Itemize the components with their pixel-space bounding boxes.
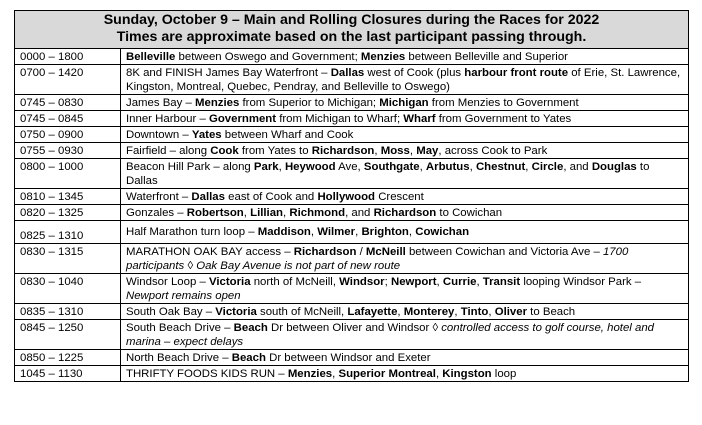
- street-name: Richardson: [373, 207, 437, 219]
- closure-description-cell: [121, 221, 689, 244]
- description-text: ,: [476, 276, 483, 288]
- closure-time-cell: 0850 – 1225: [15, 350, 121, 366]
- description-text: Dr between Windsor and Exeter: [265, 352, 431, 364]
- description-text: Windsor Loop –: [126, 276, 209, 288]
- closure-description-cell: [121, 274, 689, 304]
- description-text: Dr between Oliver and Windsor ◊: [267, 322, 442, 334]
- closure-time-cell: 0820 – 1325: [15, 205, 121, 221]
- description-text: between Wharf and Cook: [221, 129, 354, 141]
- table-row: [15, 65, 689, 95]
- description-text: ,: [419, 161, 426, 173]
- description-text: to Dallas: [126, 161, 653, 187]
- table-row: [15, 189, 689, 205]
- closure-time-cell: 0800 – 1000: [15, 159, 121, 189]
- table-row: [15, 143, 689, 159]
- description-text: , and: [345, 207, 374, 219]
- table-header-row: [15, 11, 689, 49]
- street-name: Moss: [380, 145, 410, 157]
- description-text: ,: [525, 161, 532, 173]
- closure-description-cell: [121, 366, 689, 382]
- description-text: loop: [491, 368, 517, 380]
- street-name: Menzies: [287, 368, 333, 380]
- closure-time-cell: 0835 – 1310: [15, 304, 121, 320]
- closure-description-cell: [121, 205, 689, 221]
- description-text: , across Cook to Park: [438, 145, 548, 157]
- table-row: [15, 127, 689, 143]
- description-text: ,: [397, 306, 404, 318]
- street-name: Victoria: [215, 306, 257, 318]
- street-name: Menzies: [195, 97, 240, 109]
- street-name: Beach: [231, 352, 266, 364]
- street-name: Robertson: [186, 207, 244, 219]
- closure-time-cell: 0830 – 1315: [15, 244, 121, 274]
- street-name: Superior Montreal: [338, 368, 436, 380]
- description-text: looping Windsor Park –: [520, 276, 645, 288]
- description-text: ,: [283, 207, 290, 219]
- street-name: Richardson: [311, 145, 375, 157]
- street-name: Beach: [233, 322, 268, 334]
- description-text: /: [356, 246, 366, 258]
- description-text: North Beach Drive –: [126, 352, 232, 364]
- description-text: ,: [408, 226, 416, 238]
- description-text: Gonzales –: [126, 207, 187, 219]
- street-name: Monterey: [403, 306, 455, 318]
- street-name: Michigan: [379, 97, 429, 109]
- street-name: Arbutus: [425, 161, 470, 173]
- closure-description-cell: [121, 95, 689, 111]
- closures-document: [14, 10, 688, 382]
- description-text: north of McNeill,: [250, 276, 340, 288]
- closure-time-cell: 0755 – 0930: [15, 143, 121, 159]
- closure-description-cell: [121, 111, 689, 127]
- description-text: ,: [374, 145, 381, 157]
- street-name: Transit: [482, 276, 521, 288]
- street-name: Yates: [191, 129, 222, 141]
- description-text: South Oak Bay –: [126, 306, 216, 318]
- closure-description-cell: [121, 143, 689, 159]
- description-text: MARATHON OAK BAY access –: [126, 246, 294, 258]
- description-text: south of McNeill,: [256, 306, 348, 318]
- description-text: from Government to Yates: [435, 113, 572, 125]
- description-text: between Cowichan and Victoria Ave –: [405, 246, 603, 258]
- street-name: Cook: [210, 145, 239, 157]
- closure-description-cell: [121, 320, 689, 350]
- street-name: Tinto: [460, 306, 489, 318]
- street-name: Douglas: [591, 161, 637, 173]
- closure-time-cell: 0825 – 1310: [15, 221, 121, 244]
- closure-time-cell: 0750 – 0900: [15, 127, 121, 143]
- table-row: [15, 205, 689, 221]
- description-text: Inner Harbour –: [126, 113, 209, 125]
- table-row: [15, 221, 689, 244]
- description-text: ;: [384, 276, 391, 288]
- description-text: ,: [409, 145, 417, 157]
- street-name: Dallas: [330, 67, 365, 79]
- description-text: from Superior to Michigan;: [239, 97, 380, 109]
- closure-description-cell: [121, 304, 689, 320]
- description-text: to Cowichan: [436, 207, 503, 219]
- description-text: ,: [310, 226, 318, 238]
- description-text: ,: [332, 368, 339, 380]
- closure-time-cell: 0745 – 0830: [15, 95, 121, 111]
- closure-description-cell: [121, 49, 689, 65]
- street-name: Wharf: [403, 113, 436, 125]
- street-name: Belleville: [126, 51, 176, 63]
- street-name: Oliver: [494, 306, 528, 318]
- street-name: Circle: [531, 161, 564, 173]
- closure-description-cell: [121, 189, 689, 205]
- street-name: Lafayette: [347, 306, 398, 318]
- description-text: between Belleville and Superior: [405, 51, 568, 63]
- table-row: [15, 350, 689, 366]
- closure-time-cell: 0745 – 0845: [15, 111, 121, 127]
- closure-time-cell: 0000 – 1800: [15, 49, 121, 65]
- street-name: McNeill: [365, 246, 406, 258]
- description-text: Downtown –: [126, 129, 192, 141]
- street-name: Brighton: [361, 226, 409, 238]
- street-name: Park: [253, 161, 279, 173]
- street-name: May: [416, 145, 439, 157]
- description-text: ,: [436, 276, 443, 288]
- description-text: of Erie, St. Lawrence, Kingston, Montreal, Quebec, Pendray, and Belleville to Oswego): [126, 67, 684, 93]
- closures-table: [14, 10, 689, 382]
- street-name: Chestnut: [475, 161, 526, 173]
- closure-time-cell: 0700 – 1420: [15, 65, 121, 95]
- description-text: east of Cook and: [224, 191, 318, 203]
- closure-time-cell: 0845 – 1250: [15, 320, 121, 350]
- title-line-2: Times are approximate based on the last participant passing through.: [116, 29, 587, 45]
- description-text: ,: [278, 161, 285, 173]
- description-text: ,: [435, 368, 443, 380]
- table-row: [15, 366, 689, 382]
- closure-time-cell: 0810 – 1345: [15, 189, 121, 205]
- description-text: ,: [454, 306, 461, 318]
- closures-rows: [15, 49, 689, 382]
- street-name: Heywood: [284, 161, 336, 173]
- street-name: Victoria: [208, 276, 251, 288]
- closure-description-cell: [121, 65, 689, 95]
- table-row: [15, 320, 689, 350]
- description-text: between Oswego and Government;: [175, 51, 361, 63]
- street-name: Lillian: [250, 207, 284, 219]
- street-name: Dallas: [191, 191, 225, 203]
- description-text: Half Marathon turn loop –: [126, 226, 258, 238]
- table-row: [15, 304, 689, 320]
- table-row: [15, 274, 689, 304]
- table-row: [15, 159, 689, 189]
- closure-description-cell: [121, 244, 689, 274]
- street-name: harbour front route: [464, 67, 569, 79]
- street-name: Wilmer: [317, 226, 356, 238]
- description-text: ,: [469, 161, 476, 173]
- closure-description-cell: [121, 350, 689, 366]
- description-text: from Yates to: [238, 145, 312, 157]
- closure-note: 1700 participants ◊ Oak Bay Avenue is not part of new route: [126, 246, 632, 272]
- street-name: Government: [208, 113, 277, 125]
- description-text: from Menzies to Government: [428, 97, 579, 109]
- table-row: [15, 244, 689, 274]
- street-name: Hollywood: [317, 191, 376, 203]
- street-name: Cowichan: [415, 226, 470, 238]
- street-name: Windsor: [339, 276, 385, 288]
- closure-description-cell: [121, 127, 689, 143]
- description-text: ,: [355, 226, 362, 238]
- street-name: Kingston: [442, 368, 492, 380]
- description-text: Fairfield – along: [126, 145, 211, 157]
- closure-note: Newport remains open: [126, 290, 241, 302]
- closure-note: controlled access to golf course, hotel and marina – expect delays: [126, 322, 658, 348]
- description-text: James Bay –: [126, 97, 196, 109]
- title-line-1: Sunday, October 9 – Main and Rolling Closures during the Races for 2022: [103, 12, 600, 28]
- street-name: Maddison: [257, 226, 311, 238]
- closure-time-cell: 0830 – 1040: [15, 274, 121, 304]
- description-text: South Beach Drive –: [126, 322, 234, 334]
- description-text: west of Cook (plus: [364, 67, 465, 79]
- closure-time-cell: 1045 – 1130: [15, 366, 121, 382]
- description-text: Crescent: [375, 191, 424, 203]
- street-name: Currie: [442, 276, 477, 288]
- description-text: Ave,: [335, 161, 364, 173]
- table-row: [15, 49, 689, 65]
- street-name: Newport: [390, 276, 437, 288]
- description-text: ,: [243, 207, 251, 219]
- street-name: Menzies: [360, 51, 406, 63]
- street-name: Southgate: [363, 161, 420, 173]
- description-text: 8K and FINISH James Bay Waterfront –: [126, 67, 331, 79]
- description-text: Waterfront –: [126, 191, 192, 203]
- street-name: Richardson: [293, 246, 357, 258]
- description-text: THRIFTY FOODS KIDS RUN –: [126, 368, 288, 380]
- table-title: [15, 11, 689, 49]
- description-text: , and: [563, 161, 592, 173]
- street-name: Richmond: [289, 207, 346, 219]
- description-text: from Michigan to Wharf;: [276, 113, 404, 125]
- table-row: [15, 111, 689, 127]
- table-row: [15, 95, 689, 111]
- closure-description-cell: [121, 159, 689, 189]
- description-text: Beacon Hill Park – along: [126, 161, 254, 173]
- description-text: to Beach: [527, 306, 576, 318]
- description-text: ,: [488, 306, 495, 318]
